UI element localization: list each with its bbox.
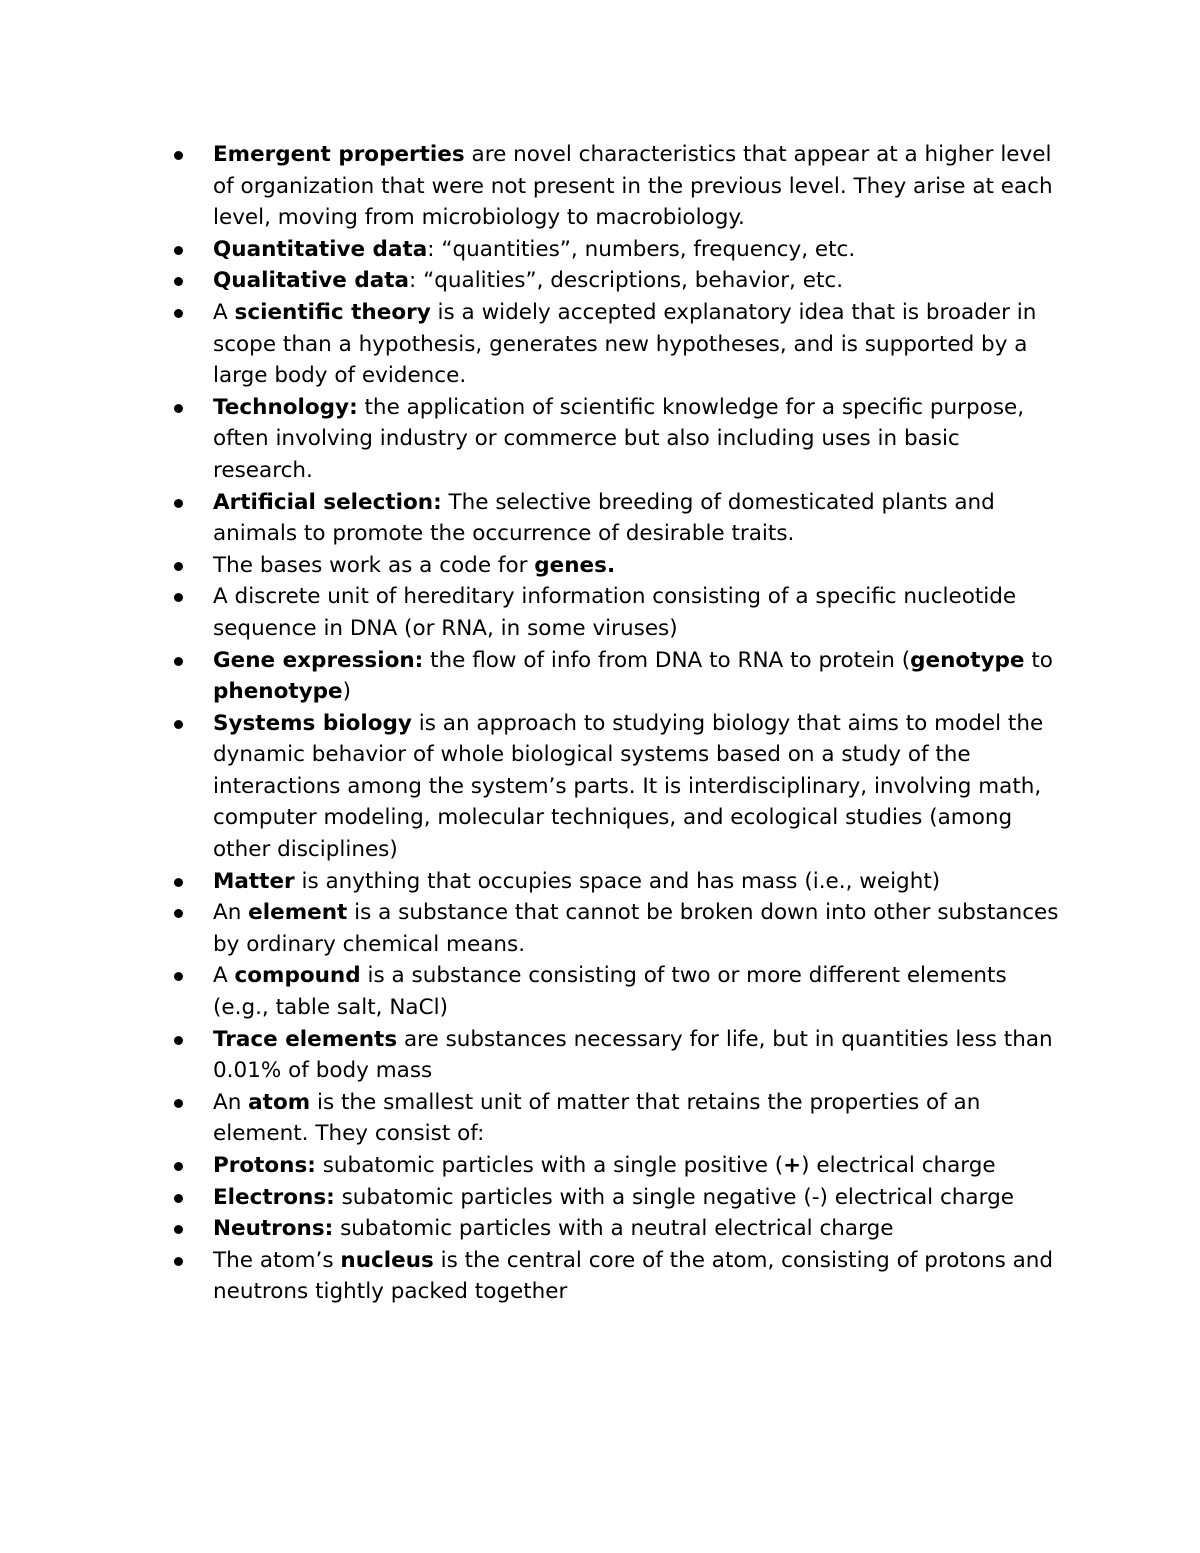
item-text: subatomic particles with a single negative (-) electrical charge (334, 1184, 1014, 1210)
list-item (160, 897, 1065, 960)
list-item (160, 139, 1065, 234)
list-item (160, 234, 1065, 266)
item-text: ) electrical charge (801, 1153, 996, 1178)
bullet-icon (174, 562, 183, 571)
item-text: An (213, 900, 249, 926)
bullet-icon (174, 1162, 183, 1171)
list-item (160, 550, 1065, 582)
item-text: is a substance that cannot be broken down into other substances by ordinary chemical means. (213, 900, 1059, 957)
bold-term: compound (234, 963, 361, 989)
bold-term: Emergent properties (213, 142, 465, 167)
item-text: A (213, 963, 235, 989)
list-item (160, 960, 1065, 1023)
list-item (160, 487, 1065, 550)
item-text: A (213, 299, 235, 325)
bullet-icon (174, 720, 183, 729)
list-item (160, 1245, 1065, 1308)
bold-term: genotype (910, 647, 1025, 673)
bold-term: Qualitative data (213, 268, 410, 294)
item-text: the flow of info from DNA to RNA to protein ( (423, 647, 911, 673)
bold-term: Neutrons: (213, 1216, 334, 1242)
bullet-icon (174, 151, 183, 160)
bold-term: Gene expression: (213, 647, 424, 673)
item-text: A discrete unit of hereditary information consisting of a specific nucleotide sequence in DNA (or RNA, in some viruses) (213, 584, 1017, 641)
item-text: the application of scientific knowledge for a specific purpose, often involving industry or commerce but also including uses in basic research. (213, 394, 1025, 483)
bullet-icon (174, 878, 183, 887)
item-text: is the smallest unit of matter that retains the properties of an element. They consist of: (213, 1089, 981, 1147)
list-item (160, 1087, 1065, 1150)
bold-term: scientific theory (234, 299, 431, 325)
item-text: are substances necessary for life, but in quantities less than 0.01% of body mass (213, 1026, 1053, 1084)
bullet-list (160, 139, 1065, 1308)
bullet-icon (174, 499, 183, 508)
bullet-icon (174, 909, 183, 918)
item-text: are novel characteristics that appear at a higher level of organization that were not present in the previous level. They arise at each level, moving from microbiology to macrobiology. (213, 142, 1053, 231)
bold-term: Technology: (213, 394, 358, 420)
bullet-icon (174, 1036, 183, 1045)
bold-term: genes. (534, 552, 616, 578)
item-text: : “quantities”, numbers, frequency, etc. (427, 236, 856, 262)
item-text: ) (342, 679, 352, 705)
list-item (160, 708, 1065, 866)
item-text: subatomic particles with a single positive ( (315, 1153, 784, 1178)
bold-term: nucleus (340, 1247, 434, 1273)
bullet-icon (174, 593, 183, 602)
bullet-icon (174, 309, 183, 318)
list-item (160, 1182, 1065, 1214)
item-text: : “qualities”, descriptions, behavior, etc. (409, 268, 844, 294)
bold-term: Trace elements (213, 1026, 398, 1052)
item-text: is a substance consisting of two or more different elements (e.g., table salt, NaCl) (213, 963, 1007, 1021)
bold-term: element (248, 900, 348, 926)
list-item (160, 866, 1065, 898)
bold-term: atom (248, 1089, 311, 1115)
list-item (160, 1150, 1065, 1182)
list-item (160, 1024, 1065, 1087)
list-item (160, 297, 1065, 392)
list-item (160, 645, 1065, 708)
bold-term: phenotype (213, 679, 343, 705)
bullet-icon (174, 972, 183, 981)
item-text: is an approach to studying biology that aims to model the dynamic behavior of whole biological systems based on a study of the interactions among the system’s parts. It is interdisciplinary, involving math, computer modeling, molecular techniques, and ecological studies (among other disciplines) (213, 710, 1044, 863)
bold-term: Protons: (213, 1153, 316, 1178)
bold-term: Systems biology (213, 710, 412, 736)
item-text: The bases work as a code for (213, 552, 535, 578)
bold-term: Electrons: (213, 1184, 335, 1210)
bullet-icon (174, 1099, 183, 1108)
bullet-icon (174, 657, 183, 666)
bold-term: Quantitative data (213, 236, 428, 262)
item-text: An (213, 1089, 249, 1115)
list-item (160, 392, 1065, 487)
bullet-icon (174, 1225, 183, 1234)
item-text: is the central core of the atom, consisting of protons and neutrons tightly packed together (213, 1247, 1054, 1305)
bullet-icon (174, 1257, 183, 1266)
bullet-icon (174, 1194, 183, 1203)
item-text: is anything that occupies space and has mass (i.e., weight) (294, 868, 941, 894)
list-item (160, 1213, 1065, 1245)
list-item (160, 581, 1065, 644)
bullet-icon (174, 246, 183, 255)
item-text: The atom’s (213, 1247, 341, 1273)
bullet-icon (174, 404, 183, 413)
item-text: to (1024, 647, 1053, 673)
bullet-icon (174, 277, 183, 286)
item-text: subatomic particles with a neutral electrical charge (333, 1216, 894, 1242)
bold-term: Matter (213, 868, 295, 894)
item-text: is a widely accepted explanatory idea that is broader in scope than a hypothesis, generates new hypotheses, and is supported by a large body of evidence. (213, 299, 1037, 389)
item-text: The selective breeding of domesticated plants and animals to promote the occurrence of desirable traits. (213, 489, 995, 547)
list-item (160, 265, 1065, 297)
bold-term: + (783, 1153, 802, 1178)
bold-term: Artificial selection: (213, 489, 442, 515)
